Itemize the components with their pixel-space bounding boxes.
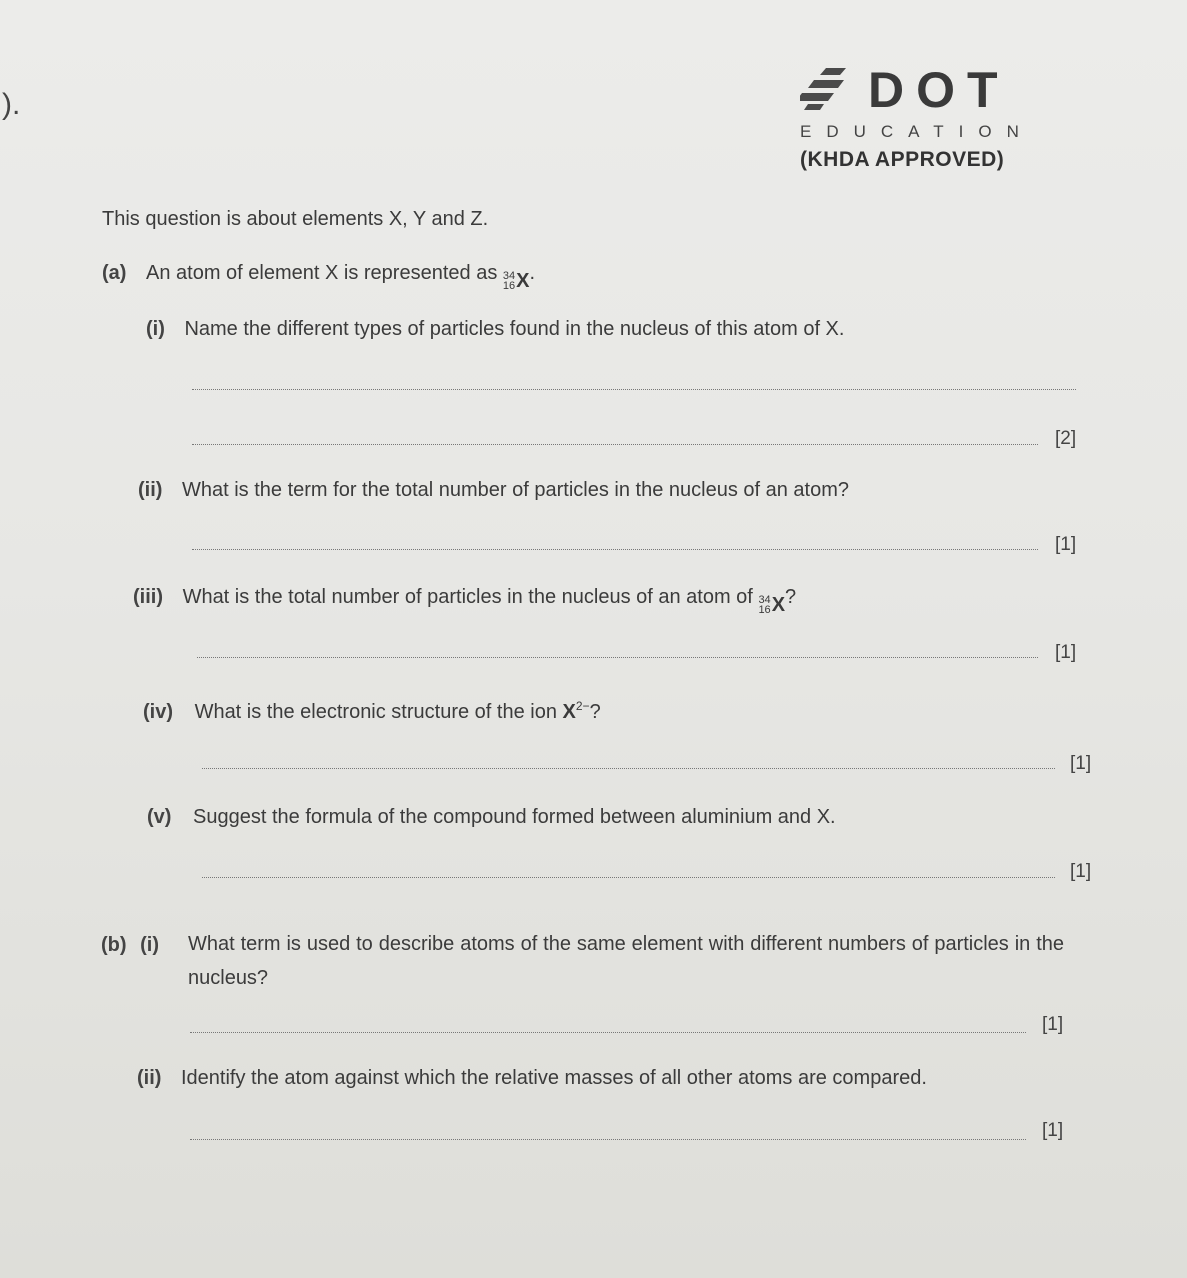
question-text: What is the term for the total number of particles in the nucleus of an atom? xyxy=(182,479,850,501)
question-label: (iv) xyxy=(143,701,173,723)
isotope-symbol: X xyxy=(516,269,530,292)
question-label: (i) xyxy=(146,318,165,340)
question-label: (iii) xyxy=(133,586,163,608)
page-edge-mark: ). xyxy=(2,88,21,121)
question-text: Name the different types of particles found in the nucleus of this atom of X. xyxy=(184,318,845,340)
question-label: (ii) xyxy=(137,1067,162,1089)
marks-label: [1] xyxy=(1055,642,1077,663)
marks-label: [1] xyxy=(1055,534,1077,555)
answer-line[interactable] xyxy=(192,444,1038,445)
answer-line[interactable] xyxy=(202,877,1055,878)
logo-subtitle: EDUCATION xyxy=(800,122,1034,141)
isotope-symbol: X xyxy=(771,593,786,616)
question-a-ii xyxy=(138,479,849,502)
question-text: Identify the atom against which the relative masses of all other atoms are compared. xyxy=(181,1067,927,1089)
ion-symbol: X xyxy=(562,701,576,723)
isotope-atomic-number: 16 xyxy=(758,604,771,616)
isotope-mass-number: 34 xyxy=(758,594,771,606)
question-a-v xyxy=(147,806,836,829)
question-label: (ii) xyxy=(138,479,163,501)
marks-label: [1] xyxy=(1070,753,1092,774)
logo-stripes-icon xyxy=(800,66,862,112)
part-a-stem-end: . xyxy=(529,262,536,284)
question-a-i xyxy=(146,318,844,341)
marks-label: [1] xyxy=(1042,1120,1064,1141)
question-a-iv xyxy=(143,699,601,724)
answer-line[interactable] xyxy=(190,1032,1026,1033)
answer-line[interactable] xyxy=(202,768,1055,769)
logo-wordmark: DOT xyxy=(868,62,1010,118)
part-b-label-row xyxy=(101,934,159,957)
question-a-iii xyxy=(133,586,796,617)
isotope-atomic-number: 16 xyxy=(502,280,516,292)
answer-line[interactable] xyxy=(192,549,1038,550)
answer-line[interactable] xyxy=(192,389,1076,390)
intro-text: This question is about elements X, Y and Z. xyxy=(102,208,489,230)
marks-label: [2] xyxy=(1055,428,1077,449)
question-label: (v) xyxy=(147,806,172,828)
part-a-stem-text: An atom of element X is represented as xyxy=(146,262,498,284)
question-label: (i) xyxy=(140,934,159,956)
question-text-end: ? xyxy=(785,586,797,608)
answer-line[interactable] xyxy=(197,657,1038,658)
answer-line[interactable] xyxy=(190,1139,1026,1140)
part-a-label: (a) xyxy=(102,262,127,284)
question-text-end: ? xyxy=(589,701,601,723)
question-b-ii xyxy=(137,1067,927,1090)
marks-label: [1] xyxy=(1070,861,1092,882)
part-b-label: (b) xyxy=(101,934,127,956)
isotope-notation xyxy=(758,594,785,617)
logo-approval-note: (KHDA APPROVED) xyxy=(800,148,1005,171)
marks-label: [1] xyxy=(1042,1014,1064,1035)
ion-charge: 2− xyxy=(575,699,590,713)
part-a-stem xyxy=(102,262,535,293)
question-text: What is the total number of particles in the nucleus of an atom of xyxy=(182,586,753,608)
question-text: What is the electronic structure of the ion xyxy=(194,701,557,723)
question-b-i-text: What term is used to describe atoms of the same element with different numbers of particles in the nucleus? xyxy=(188,933,1064,989)
question-text: Suggest the formula of the compound formed between aluminium and X. xyxy=(193,806,836,828)
isotope-mass-number: 34 xyxy=(502,270,516,282)
isotope-notation xyxy=(503,270,530,293)
